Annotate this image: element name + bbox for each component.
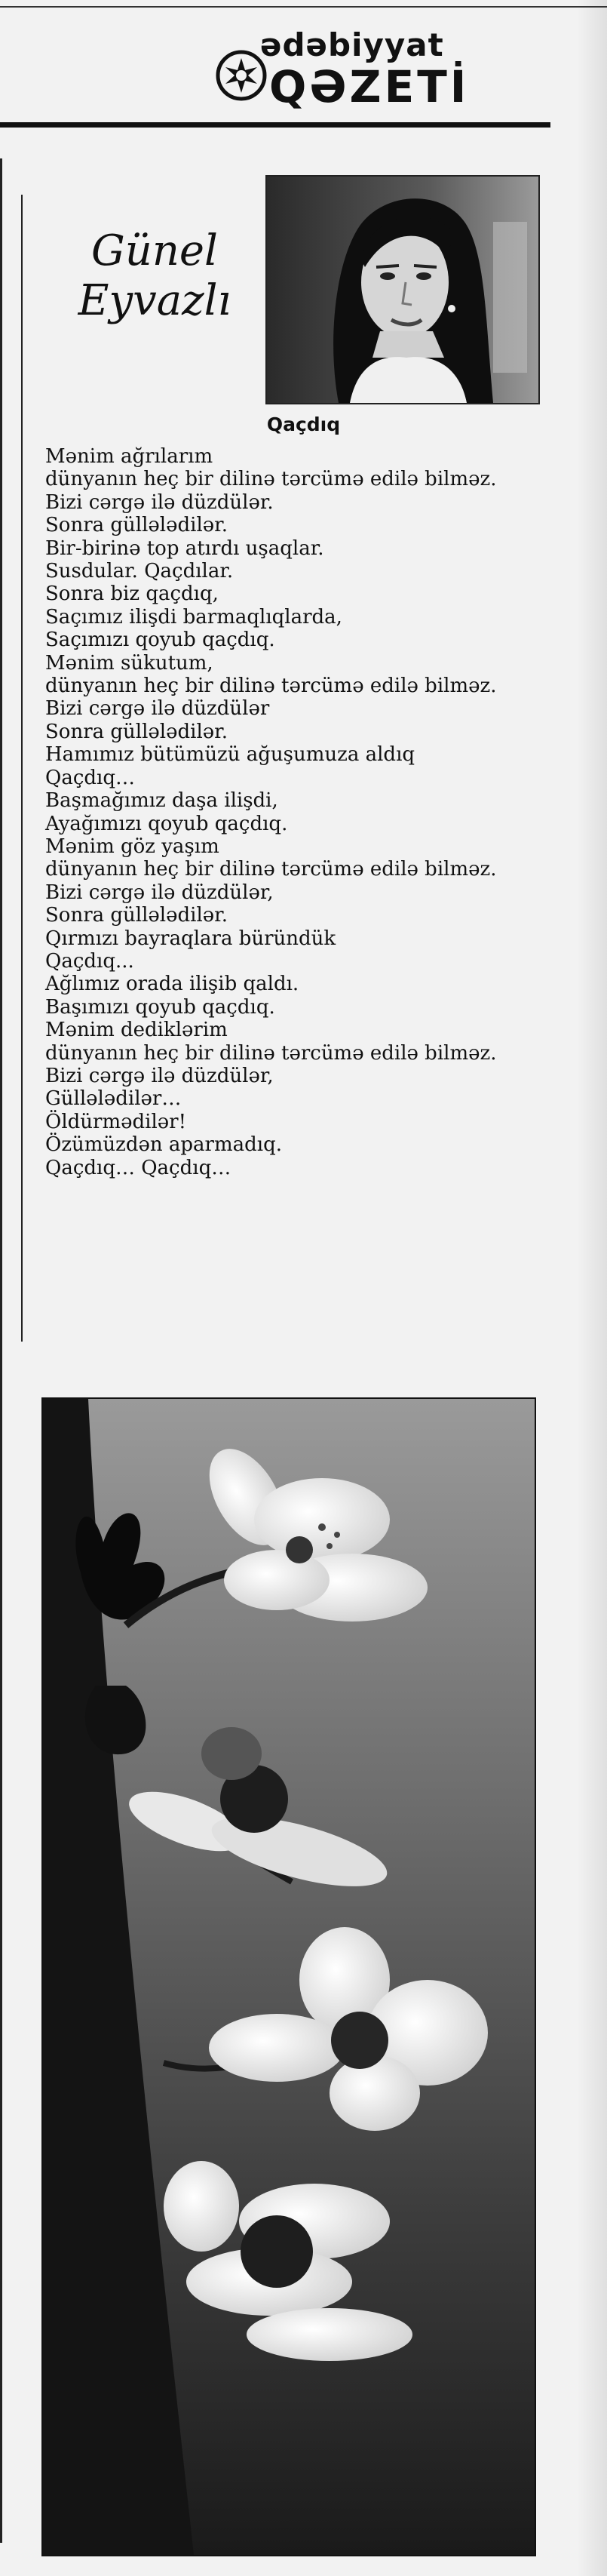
author-last-name: Eyvazlı xyxy=(78,276,231,325)
masthead-title-line1: ədəbiyyat xyxy=(260,26,444,63)
masthead xyxy=(215,26,517,117)
orchid-image xyxy=(43,1399,535,2555)
poem-title: Qaçdıq xyxy=(266,413,341,435)
poem-line: Özümüzdən aparmadıq. xyxy=(45,1133,282,1157)
poem-line: Qaçdıq... xyxy=(45,949,134,973)
poem-line: Ağlımız orada ilişib qaldı. xyxy=(45,973,299,996)
poem-line: Sonra güllələdilər. xyxy=(45,904,228,927)
poem-line: Mənim ağrılarım xyxy=(45,445,213,468)
poem-line: Qaçdıq… xyxy=(45,766,135,789)
poem-line: Ayağımızı qoyub qaçdıq. xyxy=(45,812,288,835)
poem-line: Başmağımız daşa ilişdi, xyxy=(45,789,278,813)
poem-line: Bizi cərgə ilə düzdülər, xyxy=(45,881,274,904)
poem-line: dünyanın heç bir dilinə tərcümə edilə bilməz. xyxy=(45,675,497,698)
poem-line: Öldürmədilər! xyxy=(45,1110,187,1133)
poem-line: Mənim göz yaşım xyxy=(45,835,219,858)
masthead-title-line2: QƏZETİ xyxy=(269,61,470,112)
poem-line: dünyanın heç bir dilinə tərcümə edilə bilməz. xyxy=(45,468,497,491)
poem-line: Saçımız ilişdi barmaqlıqlarda, xyxy=(45,605,342,629)
poem-line: Bizi cərgə ilə düzdülər, xyxy=(45,1064,274,1087)
author-name xyxy=(75,226,234,326)
column-rule xyxy=(21,195,23,1342)
poem-body xyxy=(45,445,573,1179)
poem-line: Bir-birinə top atırdı uşaqlar. xyxy=(45,536,324,560)
top-rule xyxy=(0,6,607,8)
poem-line: Bizi cərgə ilə düzdülər xyxy=(45,697,270,721)
author-portrait xyxy=(265,175,540,404)
page-shadow xyxy=(577,0,607,2576)
author-first-name: Günel xyxy=(91,226,218,275)
poem-line: Başımızı qoyub qaçdıq. xyxy=(45,995,275,1019)
header-rule xyxy=(0,122,550,128)
flower-illustration xyxy=(41,1397,536,2556)
poem-line: Bizi cərgə ilə düzdülər. xyxy=(45,490,274,514)
poem-line: dünyanın heç bir dilinə tərcümə edilə bilməz. xyxy=(45,858,497,881)
poem-line: Saçımızı qoyub qaçdıq. xyxy=(45,629,275,652)
poem-line: Güllələdilər… xyxy=(45,1087,182,1111)
poem-line: Sonra biz qaçdıq, xyxy=(45,583,219,606)
poem-line: Mənim sükutum, xyxy=(45,651,213,675)
portrait-image xyxy=(267,177,538,403)
page-edge-rule xyxy=(0,158,2,2543)
poem-line: Sonra güllələdilər. xyxy=(45,720,228,743)
poem-line: Susdular. Qaçdılar. xyxy=(45,560,234,583)
poem-line: Hamımız bütümüzü ağuşumuza aldıq xyxy=(45,743,415,767)
poem-line: dünyanın heç bir dilinə tərcümə edilə bilməz. xyxy=(45,1041,497,1065)
poem-line: Qırmızı bayraqlara büründük xyxy=(45,927,336,950)
poem-line: Qaçdıq… Qaçdıq… xyxy=(45,1156,231,1179)
poem-line: Sonra güllələdilər. xyxy=(45,514,228,537)
poem-line: Mənim dediklərim xyxy=(45,1019,228,1042)
